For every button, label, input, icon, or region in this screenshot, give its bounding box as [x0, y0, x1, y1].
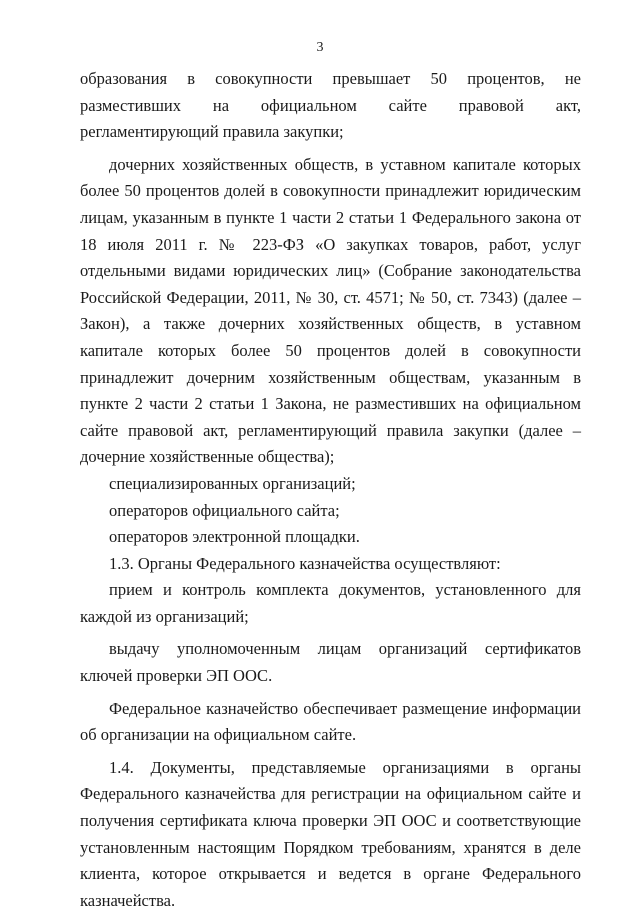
paragraph: образования в совокупности превышает 50 процентов, не разместивших на официальном сайте правовой акт, регламентирующий правила закупки; [80, 69, 581, 142]
page-number: 3 [316, 40, 324, 55]
document-body [80, 66, 581, 914]
paragraph: 1.3. Органы Федерального казначейства осуществляют: [109, 553, 501, 573]
paragraph: прием и контроль комплекта документов, установленного для каждой из организаций; [80, 580, 581, 626]
paragraph: 1.4. Документы, представляемые организациями в органы Федерального казначейства для регистрации на официальном сайте и получения сертификата ключа проверки ЭП ООС и соответствующие установленным настоящим Порядком требованиям, хранятся в деле клиента, которое открывается и ведется в органе Федерального казначейства. [80, 757, 581, 910]
paragraph: операторов электронной площадки. [109, 527, 360, 547]
paragraph: Федеральное казначейство обеспечивает размещение информации об организации на официальном сайте. [80, 698, 581, 745]
paragraph: операторов официального сайта; [109, 500, 340, 520]
paragraph: дочерних хозяйственных обществ, в уставном капитале которых более 50 процентов долей в совокупности принадлежит юридическим лицам, указанным в пункте 1 части 2 статьи 1 Федерального закона от 18 июля 2011 г. № 223-ФЗ «О закупках товаров, работ, услуг отдельными видами юридических лиц» (Собрание законодательства Российской Федерации, 2011, № 30, ст. 4571; № 50, ст. 7343) (далее – Закон), а также дочерних хозяйственных обществ, в уставном капитале которых более 50 процентов долей в совокупности принадлежит дочерним хозяйственным обществам, указанным в пункте 2 части 2 статьи 1 Закона, не разместивших на официальном сайте правовой акт, регламентирующий правила закупки (далее – дочерние хозяйственные общества); [80, 154, 581, 467]
paragraph: специализированных организаций; [109, 473, 356, 493]
paragraph: выдачу уполномоченным лицам организаций сертификатов ключей проверки ЭП ООС. [80, 639, 581, 686]
